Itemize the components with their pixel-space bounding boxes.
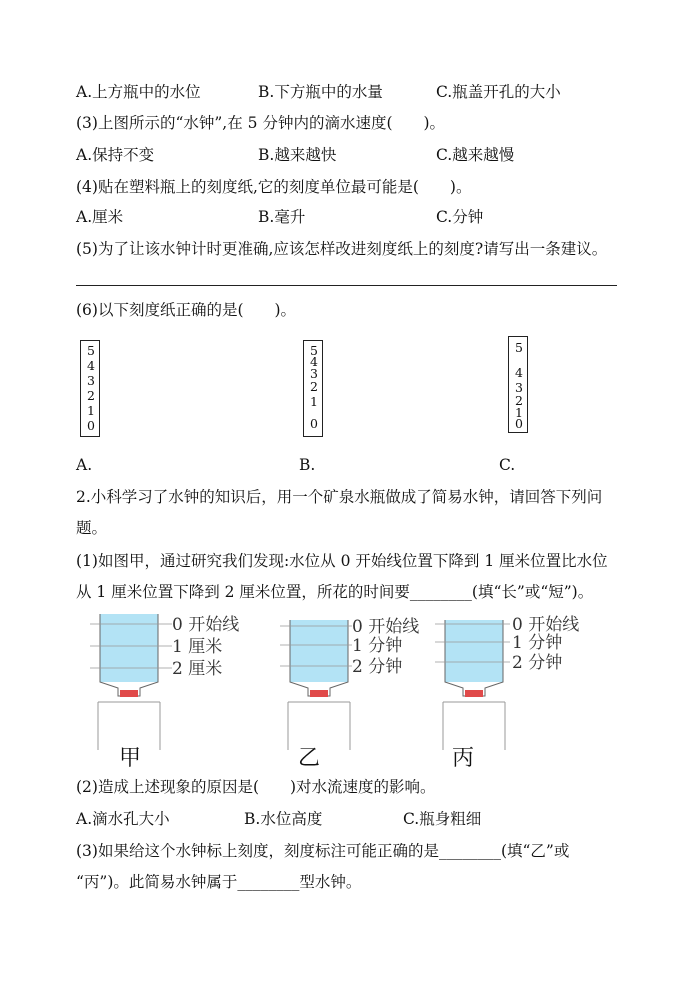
figure-jia-cap [120, 690, 138, 697]
scale-a-label-3: 3 [87, 373, 95, 388]
scale-a-label-2: 2 [87, 388, 95, 403]
option-b-ml: B.毫升 [258, 208, 306, 226]
figure-yi-label-0: 0 开始线 [352, 617, 420, 637]
option-a-upper-water-level: A.上方瓶中的水位 [76, 83, 201, 101]
question-2-part2: (2)造成上述现象的原因是( )对水流速度的影响。 [76, 778, 436, 796]
scale-c-label-1: 1 [515, 405, 523, 420]
scale-b-label-3: 3 [310, 366, 318, 381]
scale-option-c: C. [499, 456, 516, 474]
scale-c-label-0: 0 [515, 416, 523, 431]
water-clock-figures [80, 610, 620, 770]
question-5: (5)为了让该水钟计时更准确,应该怎样改进刻度纸上的刻度?请写出一条建议。 [76, 240, 608, 258]
question-2-intro-line1: 2.小科学习了水钟的知识后，用一个矿泉水瓶做成了简易水钟，请回答下列问 [76, 488, 603, 506]
figure-yi [280, 617, 419, 770]
answer-line[interactable] [76, 285, 617, 286]
figure-yi-cap [310, 690, 328, 697]
option-b-water-level: B.水位高度 [244, 810, 323, 828]
question-2-part3-line2: “丙”)。此简易水钟属于________型水钟。 [76, 873, 362, 891]
figure-yi-water [290, 620, 348, 682]
question-2-part1-line2: 从 1 厘米位置下降到 2 厘米位置，所花的时间要________(填“长”或“短”)。 [76, 583, 594, 601]
option-a-constant: A.保持不变 [76, 146, 155, 164]
figure-jia [90, 614, 239, 770]
scale-b-label-1: 1 [310, 394, 318, 409]
option-c-minute: C.分钟 [436, 208, 484, 226]
figure-bing-label-0: 0 开始线 [512, 615, 580, 635]
figure-bing-label-2: 2 分钟 [512, 653, 563, 673]
figure-bing-cap [465, 690, 483, 697]
scale-b-label-2: 2 [310, 379, 318, 394]
figure-bing [435, 615, 579, 770]
scale-paper-a [80, 340, 100, 437]
scale-c-label-3: 3 [515, 380, 523, 395]
figure-jia-name: 甲 [119, 746, 142, 770]
question-4: (4)贴在塑料瓶上的刻度纸,它的刻度单位最可能是( )。 [76, 178, 472, 196]
option-a-drip-hole: A.滴水孔大小 [76, 810, 170, 828]
figure-yi-name: 乙 [298, 746, 321, 770]
scale-paper-b [303, 340, 323, 437]
scale-a-label-0: 0 [87, 418, 95, 433]
option-a-cm: A.厘米 [76, 208, 124, 226]
scale-a-label-5: 5 [87, 343, 95, 358]
scale-b-label-4: 4 [310, 354, 318, 369]
option-c-cap-hole-size: C.瓶盖开孔的大小 [436, 83, 561, 101]
question-6: (6)以下刻度纸正确的是( )。 [76, 301, 297, 319]
question-2-intro-line2: 题。 [76, 519, 108, 537]
scale-a-label-1: 1 [87, 403, 95, 418]
scale-b-label-0: 0 [310, 416, 318, 431]
question-2-part3-line1: (3)如果给这个水钟标上刻度，刻度标注可能正确的是________(填“乙”或 [76, 842, 570, 860]
scale-c-label-4: 4 [515, 365, 523, 380]
option-b-faster: B.越来越快 [258, 146, 337, 164]
scale-paper-c [508, 336, 528, 433]
figure-bing-label-1: 1 分钟 [512, 633, 563, 653]
figure-jia-label-0: 0 开始线 [172, 615, 240, 635]
scale-option-a: A. [76, 456, 93, 474]
option-b-lower-water-amount: B.下方瓶中的水量 [258, 83, 383, 101]
question-2-part1-line1: (1)如图甲，通过研究我们发现:水位从 0 开始线位置下降到 1 厘米位置比水位 [76, 552, 608, 570]
figure-bing-water [445, 620, 503, 682]
scale-option-b: B. [299, 456, 316, 474]
figure-yi-label-2: 2 分钟 [352, 657, 403, 677]
scale-c-label-5: 5 [515, 340, 523, 355]
scale-b-label-5: 5 [310, 343, 318, 358]
figure-bing-name: 丙 [452, 746, 475, 770]
question-3: (3)上图所示的“水钟”,在 5 分钟内的滴水速度( )。 [76, 114, 446, 132]
option-c-bottle-width: C.瓶身粗细 [403, 810, 482, 828]
scale-a-label-4: 4 [87, 358, 95, 373]
figure-jia-label-1: 1 厘米 [172, 637, 223, 657]
option-c-slower: C.越来越慢 [436, 146, 515, 164]
figure-jia-label-2: 2 厘米 [172, 659, 223, 679]
figure-yi-label-1: 1 分钟 [352, 636, 403, 656]
scale-c-label-2: 2 [515, 393, 523, 408]
